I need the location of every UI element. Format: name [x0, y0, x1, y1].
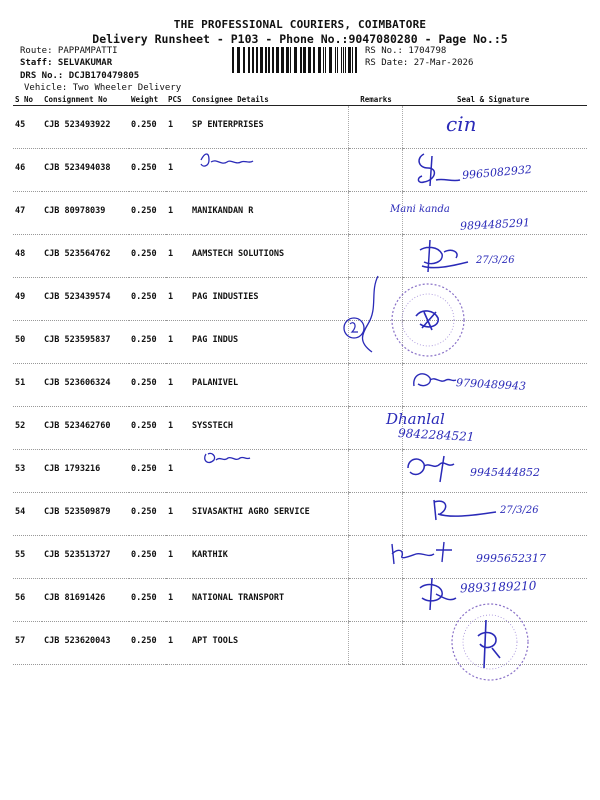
handwritten-name-53	[200, 446, 252, 468]
signature-53	[404, 452, 468, 486]
cell-weight: 0.250	[129, 579, 166, 622]
phone-56: 9893189210	[459, 578, 537, 596]
cell-sno: 55	[13, 536, 42, 579]
cell-weight: 0.250	[129, 235, 166, 278]
col-seal: Seal & Signature	[402, 94, 587, 106]
cell-consignee: SIVASAKTHI AGRO SERVICE	[190, 493, 348, 536]
vehicle-label: Vehicle: Two Wheeler Delivery	[24, 83, 182, 93]
phone-55: 9995652317	[476, 552, 546, 565]
handwritten-name-46	[197, 150, 257, 172]
signature-45-text: cin	[446, 112, 477, 136]
cell-consignee: KARTHIK	[190, 536, 348, 579]
cell-consignee: SYSSTECH	[190, 407, 348, 450]
table-header	[13, 94, 587, 106]
col-weight: Weight	[129, 94, 166, 106]
cell-consignee: AAMSTECH SOLUTIONS	[190, 235, 348, 278]
cell-consignee: MANIKANDAN R	[190, 192, 348, 235]
date-54: 27/3/26	[500, 505, 539, 516]
cell-pcs: 1	[166, 407, 190, 450]
cell-pcs: 1	[166, 364, 190, 407]
col-consignment: Consignment No	[42, 94, 129, 106]
table-row	[13, 106, 587, 149]
cell-consignment: CJB 80978039	[42, 192, 129, 235]
cell-weight: 0.250	[129, 106, 166, 149]
phone-52: 9842284521	[397, 426, 475, 444]
name-47: Mani kanda	[390, 204, 450, 215]
cell-sno: 52	[13, 407, 42, 450]
signature-46	[412, 150, 462, 190]
cell-consignment: CJB 523509879	[42, 493, 129, 536]
cell-weight: 0.250	[129, 192, 166, 235]
cell-consignment: CJB 81691426	[42, 579, 129, 622]
cell-weight: 0.250	[129, 622, 166, 665]
cell-weight: 0.250	[129, 321, 166, 364]
cell-sno: 47	[13, 192, 42, 235]
runsheet-title: Delivery Runsheet - P103 - Phone No.:9047080280 - Page No.:5	[92, 32, 508, 46]
cell-weight: 0.250	[129, 536, 166, 579]
table-row	[13, 278, 587, 321]
signature-51	[408, 366, 458, 396]
cell-pcs: 1	[166, 235, 190, 278]
date-48: 27/3/26	[476, 255, 515, 266]
col-pcs: PCS	[166, 94, 190, 106]
cell-remarks	[348, 106, 402, 149]
cell-consignee: APT TOOLS	[190, 622, 348, 665]
cell-consignee: SP ENTERPRISES	[190, 106, 348, 149]
col-sno: S No	[13, 94, 42, 106]
cell-pcs: 1	[166, 493, 190, 536]
seal-stamp-49-50	[338, 272, 478, 368]
cell-weight: 0.250	[129, 450, 166, 493]
cell-remarks	[348, 450, 402, 493]
cell-sno: 54	[13, 493, 42, 536]
cell-pcs: 1	[166, 106, 190, 149]
cell-consignee: PAG INDUS	[190, 321, 348, 364]
cell-consignment: CJB 523494038	[42, 149, 129, 192]
col-remarks: Remarks	[348, 94, 402, 106]
cell-sno: 51	[13, 364, 42, 407]
cell-pcs: 1	[166, 536, 190, 579]
cell-weight: 0.250	[129, 278, 166, 321]
cell-sno: 57	[13, 622, 42, 665]
drs-label: DRS No.: DCJB170479805	[20, 71, 140, 81]
cell-consignment: CJB 523462760	[42, 407, 129, 450]
signature-54	[430, 496, 500, 526]
cell-consignee: PALANIVEL	[190, 364, 348, 407]
rs-number: RS No.: 1704798	[365, 46, 447, 56]
cell-seal	[402, 106, 587, 149]
phone-53: 9945444852	[470, 466, 540, 479]
table-row	[13, 407, 587, 450]
cell-sno: 56	[13, 579, 42, 622]
cell-remarks	[348, 622, 402, 665]
cell-pcs: 1	[166, 149, 190, 192]
cell-sno: 50	[13, 321, 42, 364]
cell-consignment: CJB 523620043	[42, 622, 129, 665]
barcode	[232, 47, 360, 73]
name-52: Dhanlal	[386, 410, 445, 428]
cell-pcs: 1	[166, 321, 190, 364]
cell-remarks	[348, 493, 402, 536]
cell-consignment: CJB 523439574	[42, 278, 129, 321]
cell-sno: 45	[13, 106, 42, 149]
cell-weight: 0.250	[129, 149, 166, 192]
cell-remarks	[348, 579, 402, 622]
cell-sno: 53	[13, 450, 42, 493]
cell-consignment: CJB 523606324	[42, 364, 129, 407]
phone-47: 9894485291	[459, 216, 531, 233]
cell-consignee: PAG INDUSTIES	[190, 278, 348, 321]
seal-stamp-57	[440, 598, 540, 686]
phone-51: 9790489943	[455, 376, 527, 393]
cell-remarks	[348, 149, 402, 192]
cell-sno: 46	[13, 149, 42, 192]
cell-consignment: CJB 523564762	[42, 235, 129, 278]
cell-consignment: CJB 1793216	[42, 450, 129, 493]
barcode-bar	[357, 47, 358, 73]
cell-remarks	[348, 364, 402, 407]
cell-pcs: 1	[166, 278, 190, 321]
phone-46: 9965082932	[461, 162, 533, 183]
cell-pcs: 1	[166, 450, 190, 493]
cell-consignment: CJB 523493922	[42, 106, 129, 149]
cell-consignment: CJB 523513727	[42, 536, 129, 579]
cell-pcs: 1	[166, 622, 190, 665]
cell-sno: 48	[13, 235, 42, 278]
signature-55	[388, 540, 468, 570]
staff-label: Staff: SELVAKUMAR	[20, 58, 113, 68]
cell-sno: 49	[13, 278, 42, 321]
cell-weight: 0.250	[129, 364, 166, 407]
cell-pcs: 1	[166, 579, 190, 622]
col-consignee: Consignee Details	[190, 94, 348, 106]
cell-weight: 0.250	[129, 493, 166, 536]
cell-consignment: CJB 523595837	[42, 321, 129, 364]
cell-pcs: 1	[166, 192, 190, 235]
cell-consignee: NATIONAL TRANSPORT	[190, 579, 348, 622]
table-row	[13, 321, 587, 364]
rs-date: RS Date: 27-Mar-2026	[365, 58, 474, 68]
cell-weight: 0.250	[129, 407, 166, 450]
route-label: Route: PAPPAMPATTI	[20, 46, 118, 56]
signature-48	[412, 236, 472, 276]
company-title: THE PROFESSIONAL COURIERS, COIMBATORE	[173, 18, 427, 31]
